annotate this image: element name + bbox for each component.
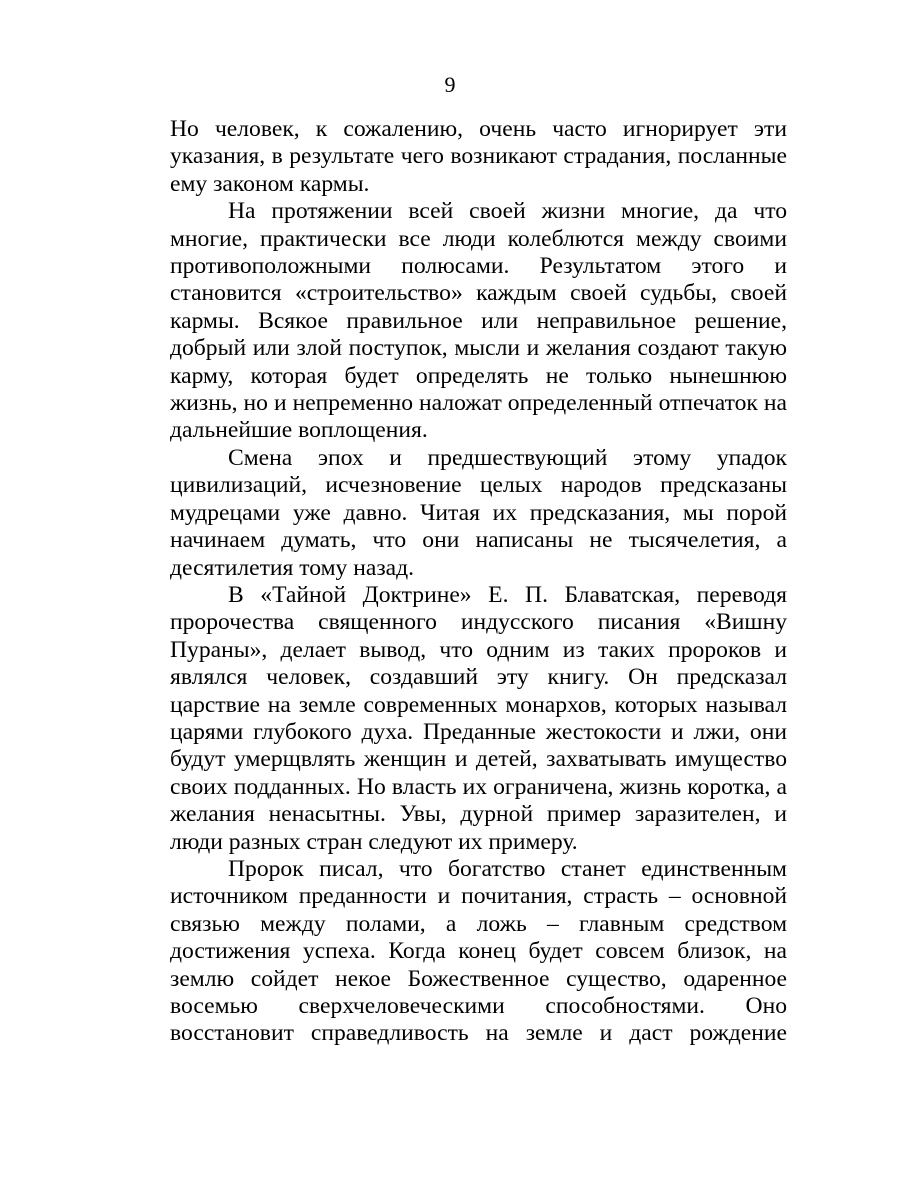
paragraph-3: Смена эпох и предшествующий этому упадок цивилизаций, исчезновение целых народов предсказаны мудрецами уже давно. Читая их предсказания, мы порой начинаем думать, что они написаны не тысячелетия, а десятилетия тому назад.: [170, 444, 787, 581]
paragraph-1: Но человек, к сожалению, очень часто игнорирует эти указания, в результате чего возникают страдания, посланные ему законом кармы.: [170, 116, 787, 197]
page-number: 9: [444, 72, 456, 97]
paragraph-2: На протяжении всей своей жизни многие, да что многие, практически все люди колеблются между своими противоположными полюсами. Результатом этого и становится «строительство» каждым своей судьбы, своей кармы. Всякое правильное или неправильное решение, добрый или злой поступок, мысли и желания создают такую карму, которая будет определять не только нынешнюю жизнь, но и непременно наложат определенный отпечаток на дальнейшие воплощения.: [170, 198, 787, 444]
body-text: [170, 116, 787, 1048]
paragraph-5: Пророк писал, что богатство станет единственным источником преданности и почитания, страсть – основной связью между полами, а ложь – главным средством достижения успеха. Когда конец будет совсем близок, на землю сойдет некое Божественное существо, одаренное восемью сверхчеловеческими способностями. Оно восстановит справедливость на земле и даст рождение: [170, 855, 787, 1047]
paragraph-4: В «Тайной Доктрине» Е. П. Блаватская, переводя пророчества священного индусского писания «Вишну Пураны», делает вывод, что одним из таких пророков и являлся человек, создавший эту книгу. Он предсказал царствие на земле современных монархов, которых называл царями глубокого духа. Преданные жестокости и лжи, они будут умерщвлять женщин и детей, захватывать имущество своих подданных. Но власть их ограничена, жизнь коротка, а желания ненасытны. Увы, дурной пример заразителен, и люди разных стран следуют их примеру.: [170, 581, 787, 855]
